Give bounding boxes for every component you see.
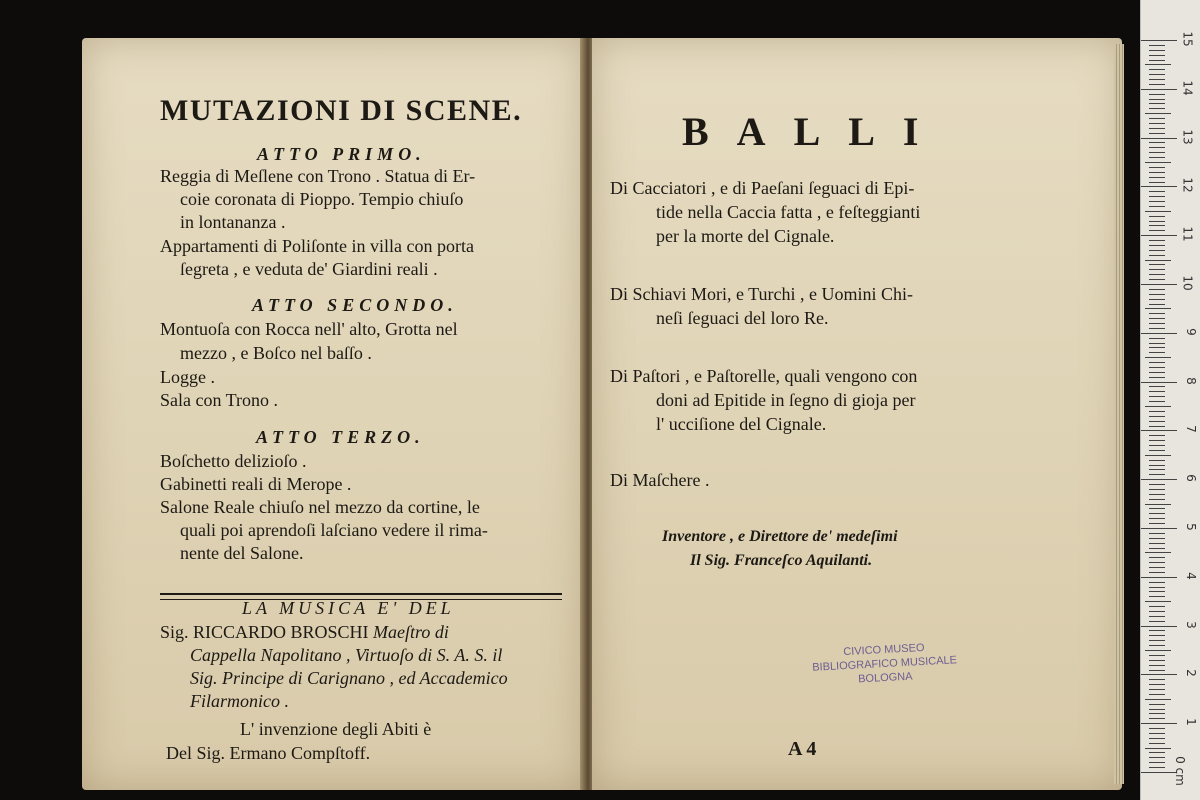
ruler-tick bbox=[1141, 235, 1177, 236]
text-line: Salone Reale chiuſo nel mezzo da cortine, le bbox=[160, 497, 480, 517]
ballo-line: Di Schiavi Mori, e Turchi , e Uomini Chi- bbox=[610, 284, 913, 304]
text-line: Boſchetto delizioſo . bbox=[160, 451, 307, 471]
ruler-label: 5 bbox=[1184, 523, 1199, 531]
ruler-minor-tick bbox=[1149, 69, 1165, 70]
ruler-minor-tick bbox=[1149, 533, 1165, 534]
composer-line bbox=[160, 622, 449, 643]
ruler-minor-tick bbox=[1149, 196, 1165, 197]
ruler-minor-tick bbox=[1145, 113, 1171, 114]
ruler-minor-tick bbox=[1149, 508, 1165, 509]
ruler-minor-tick bbox=[1149, 182, 1165, 183]
music-heading: LA MUSICA E' DEL bbox=[242, 598, 455, 618]
ballo-line: tide nella Caccia fatta , e feſteggianti bbox=[656, 202, 921, 222]
ruler-minor-tick bbox=[1149, 635, 1165, 636]
ruler-minor-tick bbox=[1149, 460, 1165, 461]
ruler-minor-tick bbox=[1149, 191, 1165, 192]
page-title: MUTAZIONI DI SCENE. bbox=[160, 94, 523, 127]
ruler-minor-tick bbox=[1149, 484, 1165, 485]
ruler-minor-tick bbox=[1149, 630, 1165, 631]
ruler-minor-tick bbox=[1149, 665, 1165, 666]
ruler-minor-tick bbox=[1149, 347, 1165, 348]
measurement-ruler bbox=[1140, 0, 1200, 800]
ruler-minor-tick bbox=[1149, 489, 1165, 490]
act-heading: ATTO SECONDO. bbox=[252, 295, 458, 315]
text-line: Gabinetti reali di Merope . bbox=[160, 474, 352, 494]
ruler-minor-tick bbox=[1149, 328, 1165, 329]
ruler-minor-tick bbox=[1149, 587, 1165, 588]
ruler-minor-tick bbox=[1149, 572, 1165, 573]
ruler-minor-tick bbox=[1149, 152, 1165, 153]
ruler-minor-tick bbox=[1145, 552, 1171, 553]
ruler-minor-tick bbox=[1149, 343, 1165, 344]
ruler-minor-tick bbox=[1149, 352, 1165, 353]
ruler-label: 10 bbox=[1180, 275, 1195, 291]
ruler-minor-tick bbox=[1149, 142, 1165, 143]
ruler-minor-tick bbox=[1149, 762, 1165, 763]
ruler-minor-tick bbox=[1149, 733, 1165, 734]
ruler-minor-tick bbox=[1149, 118, 1165, 119]
ruler-minor-tick bbox=[1149, 426, 1165, 427]
ruler-minor-tick bbox=[1149, 269, 1165, 270]
text-line: Appartamenti di Poliſonte in villa con porta bbox=[160, 236, 474, 256]
text-line: Reggia di Meſlene con Trono . Statua di Er- bbox=[160, 166, 476, 186]
left-page bbox=[82, 38, 584, 790]
open-book bbox=[82, 38, 1122, 790]
ruler-minor-tick bbox=[1149, 318, 1165, 319]
ruler-tick bbox=[1141, 284, 1177, 285]
ruler-minor-tick bbox=[1149, 494, 1165, 495]
ruler-tick bbox=[1141, 138, 1177, 139]
ruler-minor-tick bbox=[1149, 386, 1165, 387]
ruler-minor-tick bbox=[1149, 99, 1165, 100]
ruler-minor-tick bbox=[1149, 621, 1165, 622]
ruler-minor-tick bbox=[1149, 362, 1165, 363]
ruler-minor-tick bbox=[1149, 757, 1165, 758]
ruler-minor-tick bbox=[1149, 591, 1165, 592]
ruler-minor-tick bbox=[1149, 177, 1165, 178]
ruler-minor-tick bbox=[1149, 367, 1165, 368]
text-line: Logge . bbox=[160, 367, 215, 387]
ruler-minor-tick bbox=[1149, 313, 1165, 314]
ruler-minor-tick bbox=[1149, 323, 1165, 324]
composer-name: Sig. RICCARDO BROSCHI bbox=[160, 622, 369, 642]
ruler-minor-tick bbox=[1149, 660, 1165, 661]
ruler-minor-tick bbox=[1149, 391, 1165, 392]
ruler-minor-tick bbox=[1149, 684, 1165, 685]
ballo-line: Di Maſchere . bbox=[610, 470, 710, 490]
ruler-minor-tick bbox=[1149, 465, 1165, 466]
credit-line: Inventore , e Direttore de' medeſimi bbox=[662, 528, 898, 545]
ruler-minor-tick bbox=[1149, 74, 1165, 75]
ruler-minor-tick bbox=[1145, 601, 1171, 602]
ruler-tick bbox=[1141, 430, 1177, 431]
ruler-minor-tick bbox=[1149, 499, 1165, 500]
ruler-label: 12 bbox=[1180, 177, 1195, 194]
ruler-minor-tick bbox=[1149, 738, 1165, 739]
ruler-minor-tick bbox=[1145, 260, 1171, 261]
ruler-minor-tick bbox=[1149, 216, 1165, 217]
text-line: ſegreta , e veduta de' Giardini reali . bbox=[180, 259, 438, 279]
ruler-minor-tick bbox=[1149, 611, 1165, 612]
ruler-minor-tick bbox=[1149, 221, 1165, 222]
ruler-minor-tick bbox=[1149, 640, 1165, 641]
ruler-minor-tick bbox=[1149, 450, 1165, 451]
ruler-minor-tick bbox=[1145, 64, 1171, 65]
ruler-tick bbox=[1141, 382, 1177, 383]
ruler-minor-tick bbox=[1149, 416, 1165, 417]
text-line: mezzo , e Boſco nel baſſo . bbox=[180, 343, 372, 363]
ruler-tick bbox=[1141, 577, 1177, 578]
ruler-minor-tick bbox=[1149, 157, 1165, 158]
ruler-tick bbox=[1141, 479, 1177, 480]
ruler-minor-tick bbox=[1145, 308, 1171, 309]
ruler-label: 2 bbox=[1184, 669, 1199, 678]
ruler-minor-tick bbox=[1145, 211, 1171, 212]
ruler-minor-tick bbox=[1149, 411, 1165, 412]
ruler-minor-tick bbox=[1149, 128, 1165, 129]
ruler-minor-tick bbox=[1149, 279, 1165, 280]
ruler-minor-tick bbox=[1149, 299, 1165, 300]
page-edges bbox=[1114, 44, 1124, 784]
ruler-minor-tick bbox=[1149, 562, 1165, 563]
ruler-minor-tick bbox=[1149, 294, 1165, 295]
ruler-minor-tick bbox=[1149, 440, 1165, 441]
ruler-minor-tick bbox=[1149, 718, 1165, 719]
ruler-minor-tick bbox=[1149, 103, 1165, 104]
ruler-minor-tick bbox=[1149, 230, 1165, 231]
ruler-minor-tick bbox=[1149, 655, 1165, 656]
ruler-minor-tick bbox=[1149, 704, 1165, 705]
ballo-line: neſi ſeguaci del loro Re. bbox=[656, 308, 829, 328]
ruler-minor-tick bbox=[1145, 748, 1171, 749]
ruler-minor-tick bbox=[1149, 133, 1165, 134]
signature-mark: A 4 bbox=[788, 738, 817, 760]
ruler-minor-tick bbox=[1149, 713, 1165, 714]
text-line: in lontananza . bbox=[180, 212, 286, 232]
ruler-minor-tick bbox=[1149, 435, 1165, 436]
ruler-minor-tick bbox=[1149, 206, 1165, 207]
ruler-minor-tick bbox=[1149, 709, 1165, 710]
ruler-tick bbox=[1141, 772, 1177, 773]
ruler-minor-tick bbox=[1149, 518, 1165, 519]
ruler-minor-tick bbox=[1149, 557, 1165, 558]
ruler-label: 1 bbox=[1184, 718, 1199, 727]
ruler-label: 3 bbox=[1184, 620, 1199, 629]
ruler-tick bbox=[1141, 186, 1177, 187]
ballo-line: per la morte del Cignale. bbox=[656, 226, 835, 246]
ruler-minor-tick bbox=[1149, 548, 1165, 549]
stamp-line: BOLOGNA bbox=[857, 670, 913, 686]
ruler-tick bbox=[1141, 528, 1177, 529]
ruler-minor-tick bbox=[1149, 596, 1165, 597]
ruler-tick bbox=[1141, 626, 1177, 627]
ruler-minor-tick bbox=[1149, 743, 1165, 744]
ruler-label: 15 bbox=[1180, 31, 1195, 47]
ruler-minor-tick bbox=[1149, 752, 1165, 753]
ruler-label: 13 bbox=[1180, 128, 1195, 145]
ruler-minor-tick bbox=[1149, 582, 1165, 583]
ruler-tick bbox=[1141, 723, 1177, 724]
composer-title: Maeſtro di bbox=[373, 622, 449, 642]
ruler-minor-tick bbox=[1149, 606, 1165, 607]
ruler-minor-tick bbox=[1149, 474, 1165, 475]
text-line: Sala con Trono . bbox=[160, 390, 279, 410]
ruler-minor-tick bbox=[1149, 84, 1165, 85]
ruler-minor-tick bbox=[1149, 513, 1165, 514]
stamp-line: CIVICO MUSEO bbox=[842, 641, 925, 659]
ruler-minor-tick bbox=[1145, 504, 1171, 505]
ruler-minor-tick bbox=[1149, 421, 1165, 422]
ruler-minor-tick bbox=[1149, 645, 1165, 646]
ruler-minor-tick bbox=[1145, 357, 1171, 358]
ruler-minor-tick bbox=[1149, 123, 1165, 124]
ruler-minor-tick bbox=[1149, 289, 1165, 290]
ruler-minor-tick bbox=[1145, 455, 1171, 456]
ruler-minor-tick bbox=[1149, 401, 1165, 402]
ruler-minor-tick bbox=[1149, 201, 1165, 202]
credit-line: Il Sig. Franceſco Aquilanti. bbox=[690, 552, 873, 569]
ruler-minor-tick bbox=[1149, 567, 1165, 568]
ruler-label: 0 cm bbox=[1173, 756, 1188, 786]
ruler-minor-tick bbox=[1145, 650, 1171, 651]
composer-line: Filarmonico . bbox=[190, 691, 289, 711]
ruler-tick bbox=[1141, 89, 1177, 90]
page-title: BALLI bbox=[682, 109, 947, 154]
ruler-minor-tick bbox=[1149, 538, 1165, 539]
composer-line: Cappella Napolitano , Virtuoſo di S. A. S. il bbox=[190, 645, 503, 665]
ruler-minor-tick bbox=[1149, 304, 1165, 305]
ruler-minor-tick bbox=[1149, 79, 1165, 80]
ruler-minor-tick bbox=[1149, 767, 1165, 768]
ruler-minor-tick bbox=[1149, 728, 1165, 729]
library-stamp bbox=[799, 639, 972, 704]
ruler-minor-tick bbox=[1149, 45, 1165, 46]
ruler-minor-tick bbox=[1149, 240, 1165, 241]
act-heading: ATTO TERZO. bbox=[256, 427, 425, 447]
ruler-minor-tick bbox=[1149, 377, 1165, 378]
ruler-minor-tick bbox=[1149, 147, 1165, 148]
ruler-minor-tick bbox=[1149, 250, 1165, 251]
ruler-minor-tick bbox=[1149, 543, 1165, 544]
ruler-tick bbox=[1141, 333, 1177, 334]
ruler-minor-tick bbox=[1149, 94, 1165, 95]
ruler-minor-tick bbox=[1149, 396, 1165, 397]
right-page bbox=[592, 38, 1122, 790]
costume-line: Del Sig. Ermano Compſtoff. bbox=[166, 743, 371, 763]
ruler-minor-tick bbox=[1149, 245, 1165, 246]
ruler-minor-tick bbox=[1149, 679, 1165, 680]
text-line: coie coronata di Pioppo. Tempio chiuſo bbox=[180, 189, 464, 209]
ruler-label: 6 bbox=[1184, 474, 1199, 483]
ruler-label: 9 bbox=[1184, 327, 1199, 336]
ruler-minor-tick bbox=[1149, 694, 1165, 695]
ballo-line: l' ucciſione del Cignale. bbox=[656, 414, 827, 434]
text-line: nente del Salone. bbox=[180, 543, 304, 563]
ballo-line: Di Paſtori , e Paſtorelle, quali vengono con bbox=[610, 366, 918, 386]
ruler-minor-tick bbox=[1149, 167, 1165, 168]
ballo-line: Di Cacciatori , e di Paeſani ſeguaci di Epi- bbox=[610, 178, 915, 198]
text-line: quali poi aprendoſi laſciano vedere il rima- bbox=[180, 520, 488, 540]
ruler-minor-tick bbox=[1149, 172, 1165, 173]
ruler-minor-tick bbox=[1149, 274, 1165, 275]
ruler-minor-tick bbox=[1149, 689, 1165, 690]
ruler-tick bbox=[1141, 674, 1177, 675]
stamp-line: BIBLIOGRAFICO MUSICALE bbox=[811, 654, 958, 674]
ruler-minor-tick bbox=[1145, 162, 1171, 163]
ruler-minor-tick bbox=[1149, 264, 1165, 265]
costume-line: L' invenzione degli Abiti è bbox=[240, 719, 432, 739]
ruler-minor-tick bbox=[1149, 108, 1165, 109]
ruler-minor-tick bbox=[1149, 523, 1165, 524]
ruler-minor-tick bbox=[1149, 55, 1165, 56]
ruler-label: 8 bbox=[1184, 376, 1199, 385]
ruler-minor-tick bbox=[1149, 616, 1165, 617]
ruler-minor-tick bbox=[1145, 699, 1171, 700]
text-line: Montuoſa con Rocca nell' alto, Grotta nel bbox=[160, 319, 458, 339]
ruler-label: 11 bbox=[1180, 226, 1195, 242]
ruler-minor-tick bbox=[1149, 50, 1165, 51]
ruler-minor-tick bbox=[1149, 372, 1165, 373]
ruler-tick bbox=[1141, 40, 1177, 41]
ruler-label: 4 bbox=[1184, 571, 1199, 580]
ruler-minor-tick bbox=[1149, 225, 1165, 226]
composer-line: Sig. Principe di Carignano , ed Accademico bbox=[190, 668, 508, 688]
ruler-minor-tick bbox=[1149, 469, 1165, 470]
ballo-line: doni ad Epitide in ſegno di gioja per bbox=[656, 390, 916, 410]
ruler-minor-tick bbox=[1149, 445, 1165, 446]
ruler-label: 7 bbox=[1184, 425, 1199, 434]
ruler-minor-tick bbox=[1149, 255, 1165, 256]
ruler-minor-tick bbox=[1149, 338, 1165, 339]
ruler-label: 14 bbox=[1180, 80, 1195, 96]
act-heading: ATTO PRIMO. bbox=[257, 144, 426, 164]
ruler-minor-tick bbox=[1149, 60, 1165, 61]
ruler-minor-tick bbox=[1149, 670, 1165, 671]
ruler-minor-tick bbox=[1145, 406, 1171, 407]
